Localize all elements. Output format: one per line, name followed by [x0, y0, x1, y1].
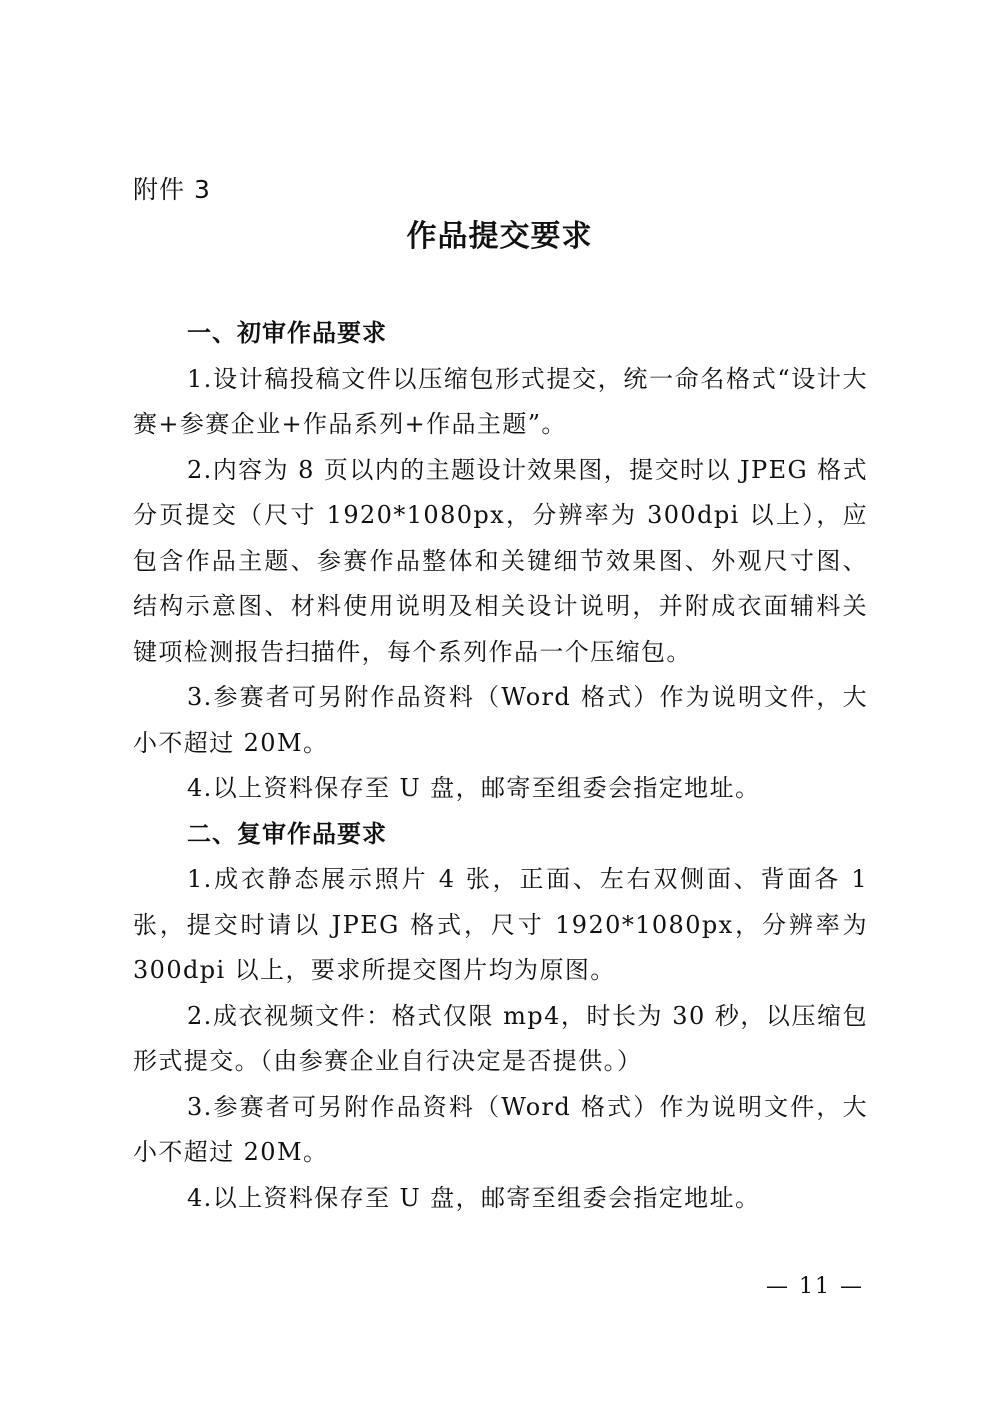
- paragraph: 2.内容为 8 页以内的主题设计效果图，提交时以 JPEG 格式分页提交（尺寸 1920*1080px，分辨率为 300dpi 以上），应包含作品主题、参赛作品整体和关键细节效果图、外观尺寸图、结构示意图、材料使用说明及相关设计说明，并附成衣面辅料关键项检测报告扫描件，每个系列作品一个压缩包。: [133, 455, 868, 666]
- paragraph: 2.成衣视频文件：格式仅限 mp4，时长为 30 秒，以压缩包形式提交。（由参赛企业自行决定是否提供。）: [133, 1001, 868, 1075]
- section-heading: 一、初审作品要求: [187, 319, 387, 347]
- section-second-review: [133, 812, 868, 1222]
- section-heading: 二、复审作品要求: [187, 819, 387, 848]
- attachment-label: 附件 3: [133, 175, 211, 204]
- paragraph: 4.以上资料保存至 U 盘，邮寄至组委会指定地址。: [187, 1183, 761, 1212]
- document-title: 作品提交要求: [406, 219, 593, 254]
- section-initial-review: [133, 311, 868, 812]
- paragraph: 1.成衣静态展示照片 4 张，正面、左右双侧面、背面各 1 张，提交时请以 JPEG 格式，尺寸 1920*1080px，分辨率为 300dpi 以上，要求所提交图片均为原图。: [133, 865, 868, 984]
- page-number: — 11 —: [766, 1274, 864, 1299]
- paragraph: 4.以上资料保存至 U 盘，邮寄至组委会指定地址。: [187, 774, 761, 802]
- paragraph: 1.设计稿投稿文件以压缩包形式提交，统一命名格式“设计大赛+参赛企业+作品系列+作品主题”。: [133, 364, 868, 438]
- document-body: [133, 311, 868, 1221]
- paragraph: 3.参赛者可另附作品资料（Word 格式）作为说明文件，大小不超过 20M。: [133, 1092, 868, 1166]
- paragraph: 3.参赛者可另附作品资料（Word 格式）作为说明文件，大小不超过 20M。: [133, 683, 868, 757]
